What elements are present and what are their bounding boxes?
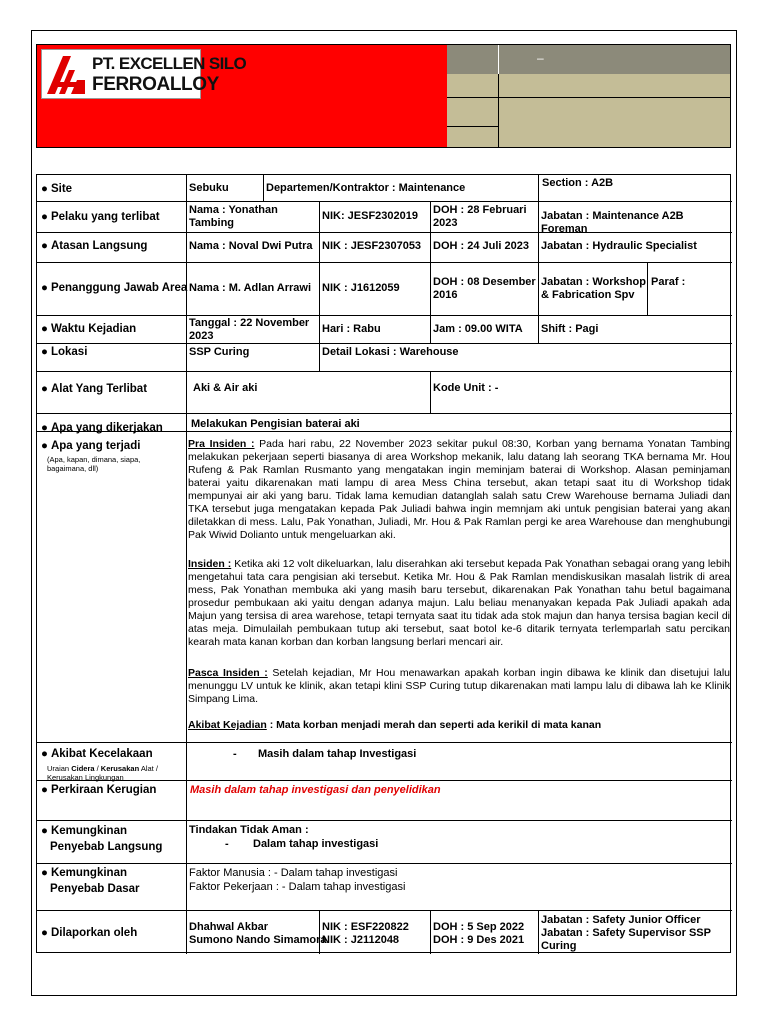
header-cell-light-1 xyxy=(447,74,499,147)
report-header xyxy=(36,44,731,148)
atasan-doh: DOH : 24 Juli 2023 xyxy=(433,240,529,252)
lokasi-value: SSP Curing xyxy=(189,346,250,358)
label-penyebab-dasar: Penyebab Dasar xyxy=(50,883,140,895)
header-cell-dark-1 xyxy=(447,45,499,74)
hint-akibat: Uraian Cidera / Kerusakan Alat / Kerusakan Lingkungan xyxy=(47,764,158,782)
penyebab-dasar-manusia: Faktor Manusia : - Dalam tahap investigasi xyxy=(189,867,398,879)
label-pelaku: ● Pelaku yang terlibat xyxy=(41,211,160,223)
company-logo-icon xyxy=(45,54,87,96)
waktu-tanggal: Tanggal : 22 November 2023 xyxy=(189,317,310,342)
penyebab-langsung-value: Dalam tahap investigasi xyxy=(253,838,379,850)
label-waktu: ● Waktu Kejadian xyxy=(41,323,137,335)
penanggung-nama: Nama : M. Adlan Arrawi xyxy=(189,282,312,294)
label-penyebab-langsung: Penyebab Langsung xyxy=(50,841,163,853)
label-penanggung: ● Penanggung Jawab Area xyxy=(41,282,188,294)
pelapor-doh-2: DOH : 9 Des 2021 xyxy=(433,934,525,946)
waktu-jam: Jam : 09.00 WITA xyxy=(433,323,523,335)
penanggung-doh: DOH : 08 Desember 2016 xyxy=(433,276,536,301)
label-alat: ● Alat Yang Terlibat xyxy=(41,383,148,395)
kronologi-insiden: Insiden : Ketika aki 12 volt dikeluarkan, lalu diserahkan aki tersebut kepada Pak Yonathan sebagai orang yang lebih mengetahui tata cara pengisian aki tersebut. Ketika Mr. Hou & Pak Ramlan mendiskusikan masalah listrik di area mess, Pak Yonathan membuka aki yang masih baru tersebut, dikarenakan Pak Yonathan tahu betul bagaimana prosedur pembukaan aki yaitu dengan adanya majun. Lalu beliau menanyakan kepada Pak Juliadi apakah ada Majun yang tersisa di area warehose, tetapi ternyata saat itu tidak ada stok majun dan hanya tersisa bagian kecil di atas meja. Dimulailah pembukaan tutup aki tersebut, saat botol ke-6 ditarik ternyata terlemparlah satu percikan kearah mata kanan korban dan korban langsung berlari mencari air. xyxy=(188,558,730,648)
waktu-hari: Hari : Rabu xyxy=(322,323,381,335)
label-apa-terjadi: ● Apa yang terjadi xyxy=(41,440,141,452)
company-subname: FERROALLOY xyxy=(92,74,219,95)
label-kemungkinan-dasar: ● Kemungkinan xyxy=(41,867,127,879)
company-logo xyxy=(41,49,247,99)
apa-dikerjakan-value: Melakukan Pengisian baterai aki xyxy=(191,418,360,430)
alat-value: Aki & Air aki xyxy=(193,382,258,394)
perkiraan-value: Masih dalam tahap investigasi dan penyelidikan xyxy=(190,784,441,796)
label-atasan: ● Atasan Langsung xyxy=(41,240,148,252)
waktu-shift: Shift : Pagi xyxy=(541,323,599,335)
label-site: ● Site xyxy=(41,183,73,195)
kronologi-pasca-insiden: Pasca Insiden : Setelah kejadian, Mr Hou menawarkan apakah korban ingin dibawa ke klinik dan disetujui lalu menunggu LV untuk ke klinik, akan tetapi klini SSP Curing tutup dikarenakan mati lampu lalu di dibawa lah ke Klinik Simpang Lima. xyxy=(188,667,730,705)
pelapor-jabatan-2: Jabatan : Safety Supervisor SSP Curing xyxy=(541,927,711,952)
penanggung-nik: NIK : J1612059 xyxy=(322,282,400,294)
penyebab-langsung-bullet: - xyxy=(225,838,229,850)
label-perkiraan: ● Perkiraan Kerugian xyxy=(41,784,157,796)
site-section: Section : A2B xyxy=(542,177,614,189)
pelaku-nik: NIK: JESF2302019 xyxy=(322,210,418,222)
pelapor-nama-2: Sumono Nando Simamora xyxy=(189,934,327,946)
kronologi-pra-insiden: Pra Insiden : Pada hari rabu, 22 November 2023 sekitar pukul 08:30, Korban yang bernama Yonatan Tambing melakukan pekerjaan seperti biasanya di area Workshop mekanik, lalu datang lah seorang TKA bernama Mr. Hou Rufeng & Pak Ramlan Rusmanto yang mengatakan ingin meminjam baterai di Workshop. Alasan peminjaman baterai yaitu dikarenakan mati lampu di area Mess China tersebut, akan tetapi saat itu di Workshop tidak mempunyai air aki yang baru. Tidak lama kemudian datanglah salah satu Crew Warehouse bernama Juliadi dan TKA tersebut juga mengatakan kepada Pak Juliadi bahwa ingin memnjam aki untuk pengisian baterai yang akan diletakkan di mess. Lalu, Pak Yonathan, Juliadi, Mr. Hou & Pak Ramlan pergi ke area Warehouse dan menghubungi Pak Wiwid Dolianto untuk mengeluarkan aki. xyxy=(188,438,731,541)
penyebab-langsung-title: Tindakan Tidak Aman : xyxy=(189,824,309,836)
company-name: PT. EXCELLEN SILO xyxy=(92,54,247,73)
pelapor-nik-2: NIK : J2112048 xyxy=(322,934,400,946)
pelaku-jabatan: Jabatan : Maintenance A2B Foreman xyxy=(541,210,684,235)
hint-apa-terjadi: (Apa, kapan, dimana, siapa, bagaimana, dll) xyxy=(47,455,141,473)
label-kemungkinan-langsung: ● Kemungkinan xyxy=(41,825,127,837)
header-dash: – xyxy=(537,51,544,65)
lokasi-detail: Detail Lokasi : Warehouse xyxy=(322,346,459,358)
akibat-bullet: - xyxy=(233,748,237,760)
kronologi-akibat: Akibat Kejadian : Mata korban menjadi merah dan seperti ada kerikil di mata kanan xyxy=(188,719,602,731)
incident-report-table xyxy=(36,174,731,953)
penyebab-dasar-pekerjaan: Faktor Pekerjaan : - Dalam tahap investigasi xyxy=(189,881,406,893)
label-lokasi: ● Lokasi xyxy=(41,346,88,358)
atasan-nama: Nama : Noval Dwi Putra xyxy=(189,240,313,252)
header-title-area xyxy=(37,45,447,147)
atasan-nik: NIK : JESF2307053 xyxy=(322,240,422,252)
pelapor-nik-1: NIK : ESF220822 xyxy=(322,921,409,933)
header-cell-light-2 xyxy=(499,74,730,147)
label-akibat: ● Akibat Kecelakaan xyxy=(41,748,153,760)
penanggung-jabatan: Jabatan : Workshop & Fabrication Spv xyxy=(541,276,646,301)
label-dilaporkan: ● Dilaporkan oleh xyxy=(41,927,138,939)
pelaku-doh: DOH : 28 Februari 2023 xyxy=(433,204,527,229)
site-departemen: Departemen/Kontraktor : Maintenance xyxy=(266,182,466,194)
header-cell-dark-2 xyxy=(499,45,730,74)
penanggung-paraf: Paraf : xyxy=(651,276,686,288)
atasan-jabatan: Jabatan : Hydraulic Specialist xyxy=(541,240,697,252)
label-apa-dikerjakan: ● Apa yang dikerjakan xyxy=(41,422,163,434)
akibat-value: Masih dalam tahap Investigasi xyxy=(258,748,417,760)
pelapor-nama-1: Dhahwal Akbar xyxy=(189,921,269,933)
site-value: Sebuku xyxy=(189,182,229,194)
pelaku-nama: Nama : Yonathan Tambing xyxy=(189,204,278,229)
pelapor-doh-1: DOH : 5 Sep 2022 xyxy=(433,921,525,933)
pelapor-jabatan-1: Jabatan : Safety Junior Officer xyxy=(541,914,701,926)
alat-kode: Kode Unit : - xyxy=(433,382,499,394)
